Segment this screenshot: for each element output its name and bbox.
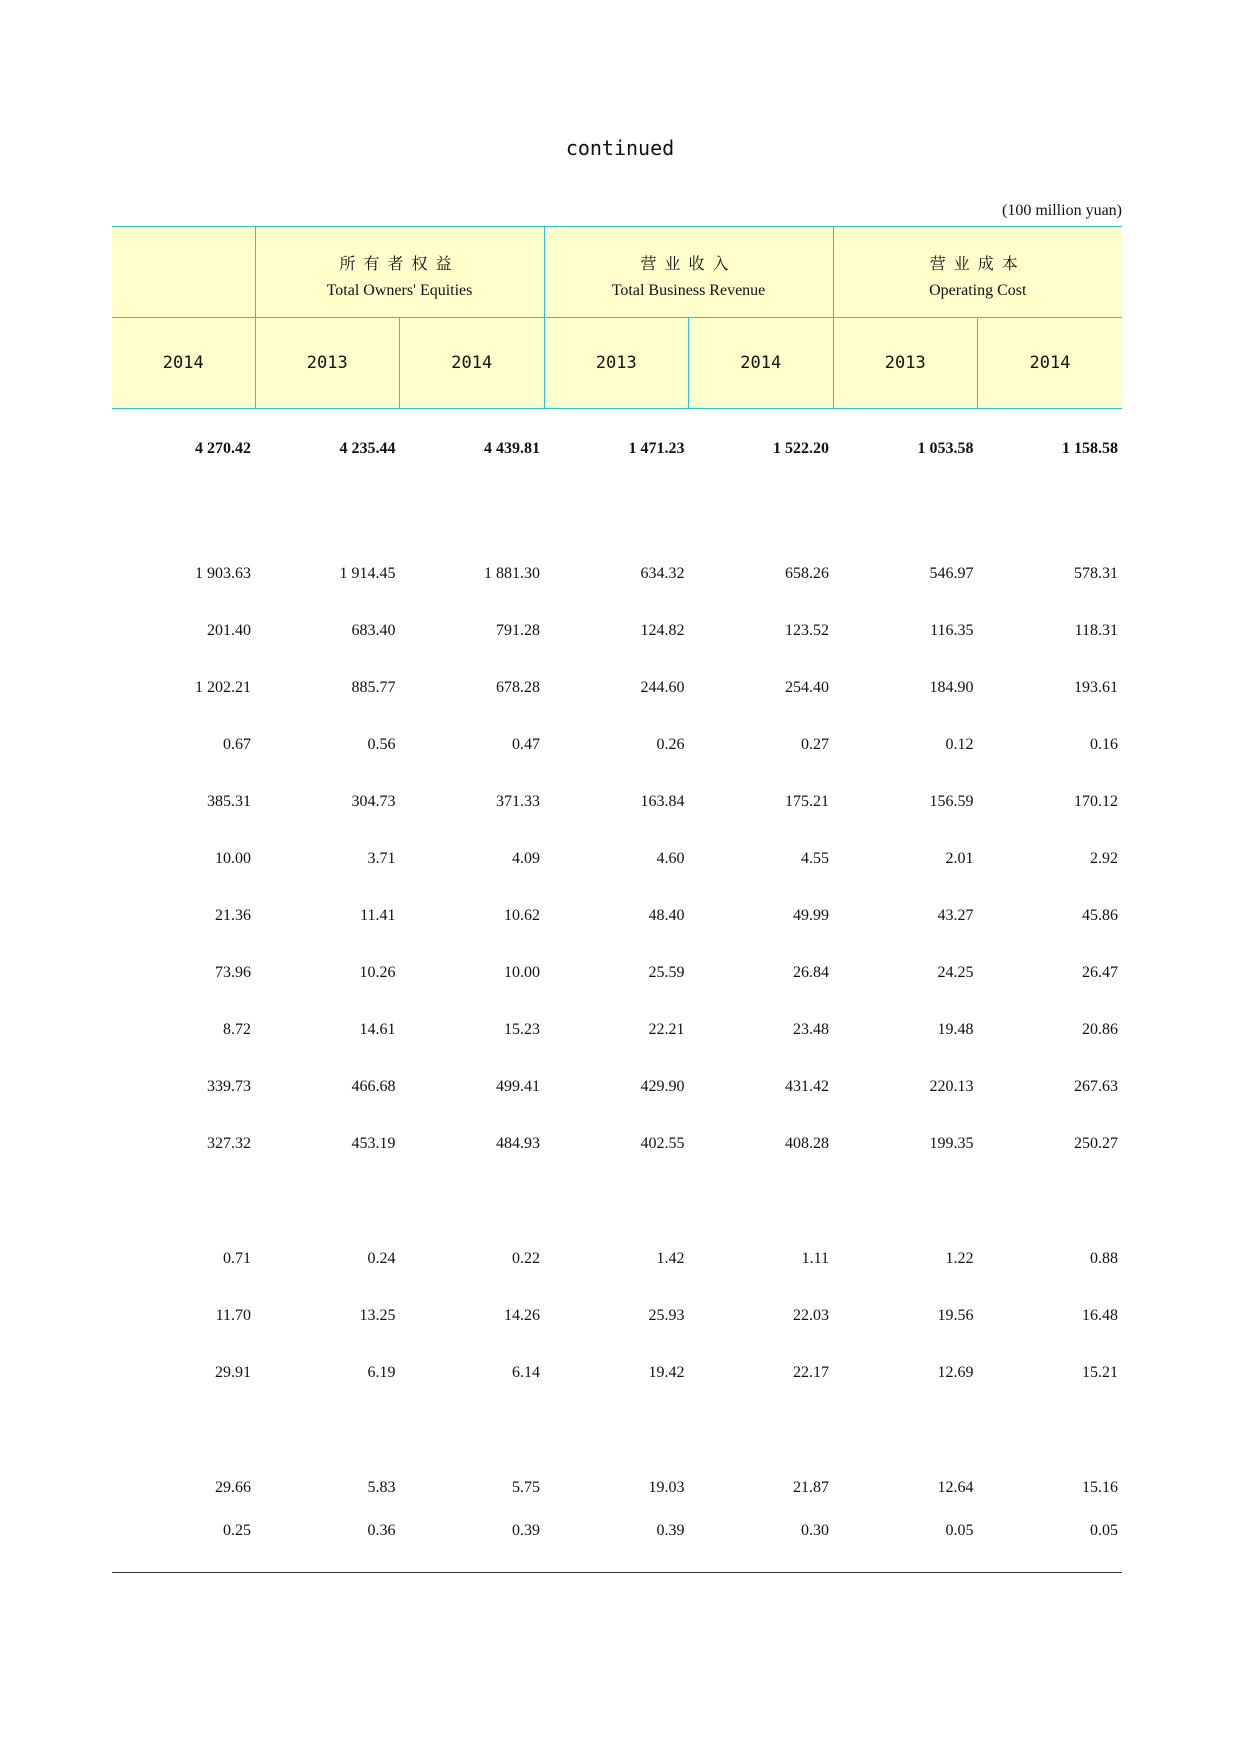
table-cell: 254.40 xyxy=(785,678,830,696)
table-cell: 10.00 xyxy=(504,963,541,981)
header-operating-cost xyxy=(833,227,1122,318)
table-cell: 201.40 xyxy=(207,621,251,639)
table-cell: 0.30 xyxy=(689,1516,834,1573)
table-row xyxy=(112,1344,1122,1401)
table-cell: 0.71 xyxy=(223,1249,251,1267)
table-cell: 0.05 xyxy=(833,1516,978,1573)
unit-label: (100 million yuan) xyxy=(1002,202,1122,219)
table-cell: 1.22 xyxy=(945,1249,974,1267)
table-cell: 48.40 xyxy=(648,906,685,924)
table-cell: 29.91 xyxy=(215,1363,251,1381)
table-cell: 327.32 xyxy=(207,1134,251,1152)
table-cell: 304.73 xyxy=(351,792,396,810)
table-cell: 49.99 xyxy=(793,906,830,924)
table-cell: 21.36 xyxy=(215,906,251,924)
year-header: 2014 xyxy=(978,318,1123,409)
table-cell: 2.01 xyxy=(945,849,974,867)
header-cn-label: 营业收入 xyxy=(640,253,737,273)
table-cell: 10.00 xyxy=(215,849,251,867)
data-table xyxy=(112,226,1122,1573)
table-cell: 12.64 xyxy=(937,1478,974,1496)
header-en-label: Total Owners' Equities xyxy=(326,281,473,299)
table-cell: 123.52 xyxy=(785,621,830,639)
table-cell: 22.21 xyxy=(648,1020,685,1038)
table-cell: 466.68 xyxy=(351,1077,396,1095)
table-cell: 19.48 xyxy=(937,1020,974,1038)
table-cell: 0.12 xyxy=(945,735,974,753)
table-cell: 791.28 xyxy=(496,621,541,639)
table-cell: 0.88 xyxy=(1090,1249,1119,1267)
table-cell: 678.28 xyxy=(496,678,541,696)
table-cell: 15.21 xyxy=(1082,1363,1119,1381)
table-cell: 5.75 xyxy=(512,1478,541,1496)
table-cell: 16.48 xyxy=(1082,1306,1119,1324)
table-cell: 26.47 xyxy=(1082,963,1119,981)
table-cell: 0.39 xyxy=(544,1516,689,1573)
table-cell: 163.84 xyxy=(640,792,685,810)
table-cell: 1 903.63 xyxy=(195,564,251,582)
table-cell: 118.31 xyxy=(1074,621,1119,639)
table-cell: 0.26 xyxy=(656,735,685,753)
header-cn-label: 营业成本 xyxy=(929,253,1026,273)
table-cell: 499.41 xyxy=(496,1077,541,1095)
table-cell: 885.77 xyxy=(351,678,396,696)
table-cell: 244.60 xyxy=(640,678,685,696)
page-title: continued xyxy=(565,136,675,160)
header-en-label: Operating Cost xyxy=(929,281,1027,299)
table-cell: 124.82 xyxy=(640,621,685,639)
table-cell: 4 270.42 xyxy=(195,440,251,457)
table-cell: 4 439.81 xyxy=(484,440,541,457)
table-cell: 24.25 xyxy=(937,963,974,981)
table-gap-row xyxy=(112,487,1122,545)
year-header: 2013 xyxy=(833,318,978,409)
table-cell: 484.93 xyxy=(496,1134,541,1152)
table-cell: 19.03 xyxy=(648,1478,685,1496)
table-cell: 1 158.58 xyxy=(1062,440,1119,457)
table-cell: 429.90 xyxy=(640,1077,685,1095)
table-cell: 29.66 xyxy=(215,1478,251,1496)
table-cell: 8.72 xyxy=(223,1020,251,1038)
table-cell: 23.48 xyxy=(793,1020,830,1038)
table-cell: 371.33 xyxy=(496,792,541,810)
table-cell: 1 914.45 xyxy=(339,564,396,582)
table-cell: 184.90 xyxy=(929,678,974,696)
table-cell: 385.31 xyxy=(207,792,251,810)
table-cell: 10.62 xyxy=(504,906,541,924)
table-cell: 1 881.30 xyxy=(484,564,541,582)
table-cell: 14.61 xyxy=(359,1020,396,1038)
table-cell: 250.27 xyxy=(1074,1134,1119,1152)
table-cell: 220.13 xyxy=(929,1077,974,1095)
table-row xyxy=(112,1115,1122,1172)
table-cell: 0.56 xyxy=(367,735,396,753)
table-cell: 21.87 xyxy=(793,1478,830,1496)
table-cell: 1.11 xyxy=(801,1249,830,1267)
table-cell: 26.84 xyxy=(793,963,830,981)
table-cell: 20.86 xyxy=(1082,1020,1119,1038)
table-row xyxy=(112,830,1122,887)
table-cell: 116.35 xyxy=(930,621,974,639)
table-cell: 11.70 xyxy=(215,1306,251,1324)
table-cell: 339.73 xyxy=(207,1077,251,1095)
table-cell: 4.09 xyxy=(512,849,541,867)
table-gap-row xyxy=(112,1401,1122,1459)
table-row xyxy=(112,1459,1122,1516)
table-cell: 658.26 xyxy=(785,564,830,582)
header-owners-equities xyxy=(255,227,544,318)
table-cell: 45.86 xyxy=(1082,906,1119,924)
header-en-label: Total Business Revenue xyxy=(611,281,766,299)
table-cell: 3.71 xyxy=(367,849,396,867)
table-row xyxy=(112,716,1122,773)
table-row xyxy=(112,944,1122,1001)
table-cell: 25.59 xyxy=(648,963,685,981)
header-blank-cell xyxy=(112,227,255,318)
table-cell: 6.14 xyxy=(512,1363,541,1381)
table-row xyxy=(112,1230,1122,1287)
table-cell: 402.55 xyxy=(640,1134,685,1152)
table-cell: 0.16 xyxy=(1090,735,1119,753)
table-cell: 1 471.23 xyxy=(628,440,685,457)
table-cell: 10.26 xyxy=(359,963,396,981)
table-cell: 1 053.58 xyxy=(917,440,974,457)
table-cell: 170.12 xyxy=(1074,792,1119,810)
table-cell: 156.59 xyxy=(929,792,974,810)
table-row xyxy=(112,1058,1122,1115)
table-row-total xyxy=(112,409,1122,488)
table-cell: 199.35 xyxy=(929,1134,974,1152)
header-business-revenue xyxy=(544,227,833,318)
table-row xyxy=(112,1287,1122,1344)
table-gap-row xyxy=(112,1172,1122,1230)
table-row xyxy=(112,545,1122,602)
table-cell: 12.69 xyxy=(937,1363,974,1381)
table-cell: 15.16 xyxy=(1082,1478,1119,1496)
table-cell: 0.24 xyxy=(367,1249,396,1267)
table-cell: 22.03 xyxy=(793,1306,830,1324)
table-cell: 431.42 xyxy=(785,1077,830,1095)
table-cell: 0.27 xyxy=(801,735,830,753)
header-year-row xyxy=(112,318,1122,409)
table-cell: 0.39 xyxy=(400,1516,545,1573)
table-cell: 0.25 xyxy=(112,1516,255,1573)
table-cell: 1 202.21 xyxy=(195,678,251,696)
year-header: 2013 xyxy=(255,318,400,409)
table-cell: 578.31 xyxy=(1074,564,1119,582)
year-header: 2014 xyxy=(400,318,545,409)
table-cell: 11.41 xyxy=(360,906,396,924)
table-cell: 25.93 xyxy=(648,1306,685,1324)
table-row xyxy=(112,887,1122,944)
table-cell: 175.21 xyxy=(785,792,830,810)
table-cell: 19.56 xyxy=(937,1306,974,1324)
table-cell: 546.97 xyxy=(929,564,974,582)
table-cell: 1.42 xyxy=(656,1249,685,1267)
table-cell: 267.63 xyxy=(1074,1077,1119,1095)
table-cell: 0.36 xyxy=(255,1516,400,1573)
table-cell: 1 522.20 xyxy=(773,440,830,457)
table-cell: 0.05 xyxy=(978,1516,1123,1573)
table-cell: 634.32 xyxy=(640,564,685,582)
table-cell: 4.60 xyxy=(656,849,685,867)
table-row xyxy=(112,1001,1122,1058)
table-cell: 683.40 xyxy=(351,621,396,639)
table-cell: 5.83 xyxy=(367,1478,396,1496)
table-row xyxy=(112,1516,1122,1573)
year-header: 2013 xyxy=(544,318,689,409)
year-header: 2014 xyxy=(689,318,834,409)
table-cell: 4.55 xyxy=(801,849,830,867)
table-cell: 43.27 xyxy=(937,906,974,924)
table-cell: 6.19 xyxy=(367,1363,396,1381)
table-cell: 0.22 xyxy=(512,1249,541,1267)
table-cell: 13.25 xyxy=(359,1306,396,1324)
table-cell: 0.47 xyxy=(512,735,541,753)
table-cell: 0.67 xyxy=(223,735,251,753)
table-body xyxy=(112,409,1122,1573)
table-cell: 2.92 xyxy=(1090,849,1119,867)
table-cell: 4 235.44 xyxy=(339,440,396,457)
table-row xyxy=(112,602,1122,659)
table-cell: 19.42 xyxy=(648,1363,685,1381)
table-cell: 15.23 xyxy=(504,1020,541,1038)
header-group-row xyxy=(112,227,1122,318)
table-cell: 73.96 xyxy=(215,963,251,981)
table-cell: 408.28 xyxy=(785,1134,830,1152)
table-cell: 14.26 xyxy=(504,1306,541,1324)
table-cell: 193.61 xyxy=(1074,678,1119,696)
table-cell: 22.17 xyxy=(793,1363,830,1381)
year-header: 2014 xyxy=(112,318,255,409)
table-row xyxy=(112,773,1122,830)
table-row xyxy=(112,659,1122,716)
header-cn-label: 所有者权益 xyxy=(339,253,460,273)
table-cell: 453.19 xyxy=(351,1134,396,1152)
